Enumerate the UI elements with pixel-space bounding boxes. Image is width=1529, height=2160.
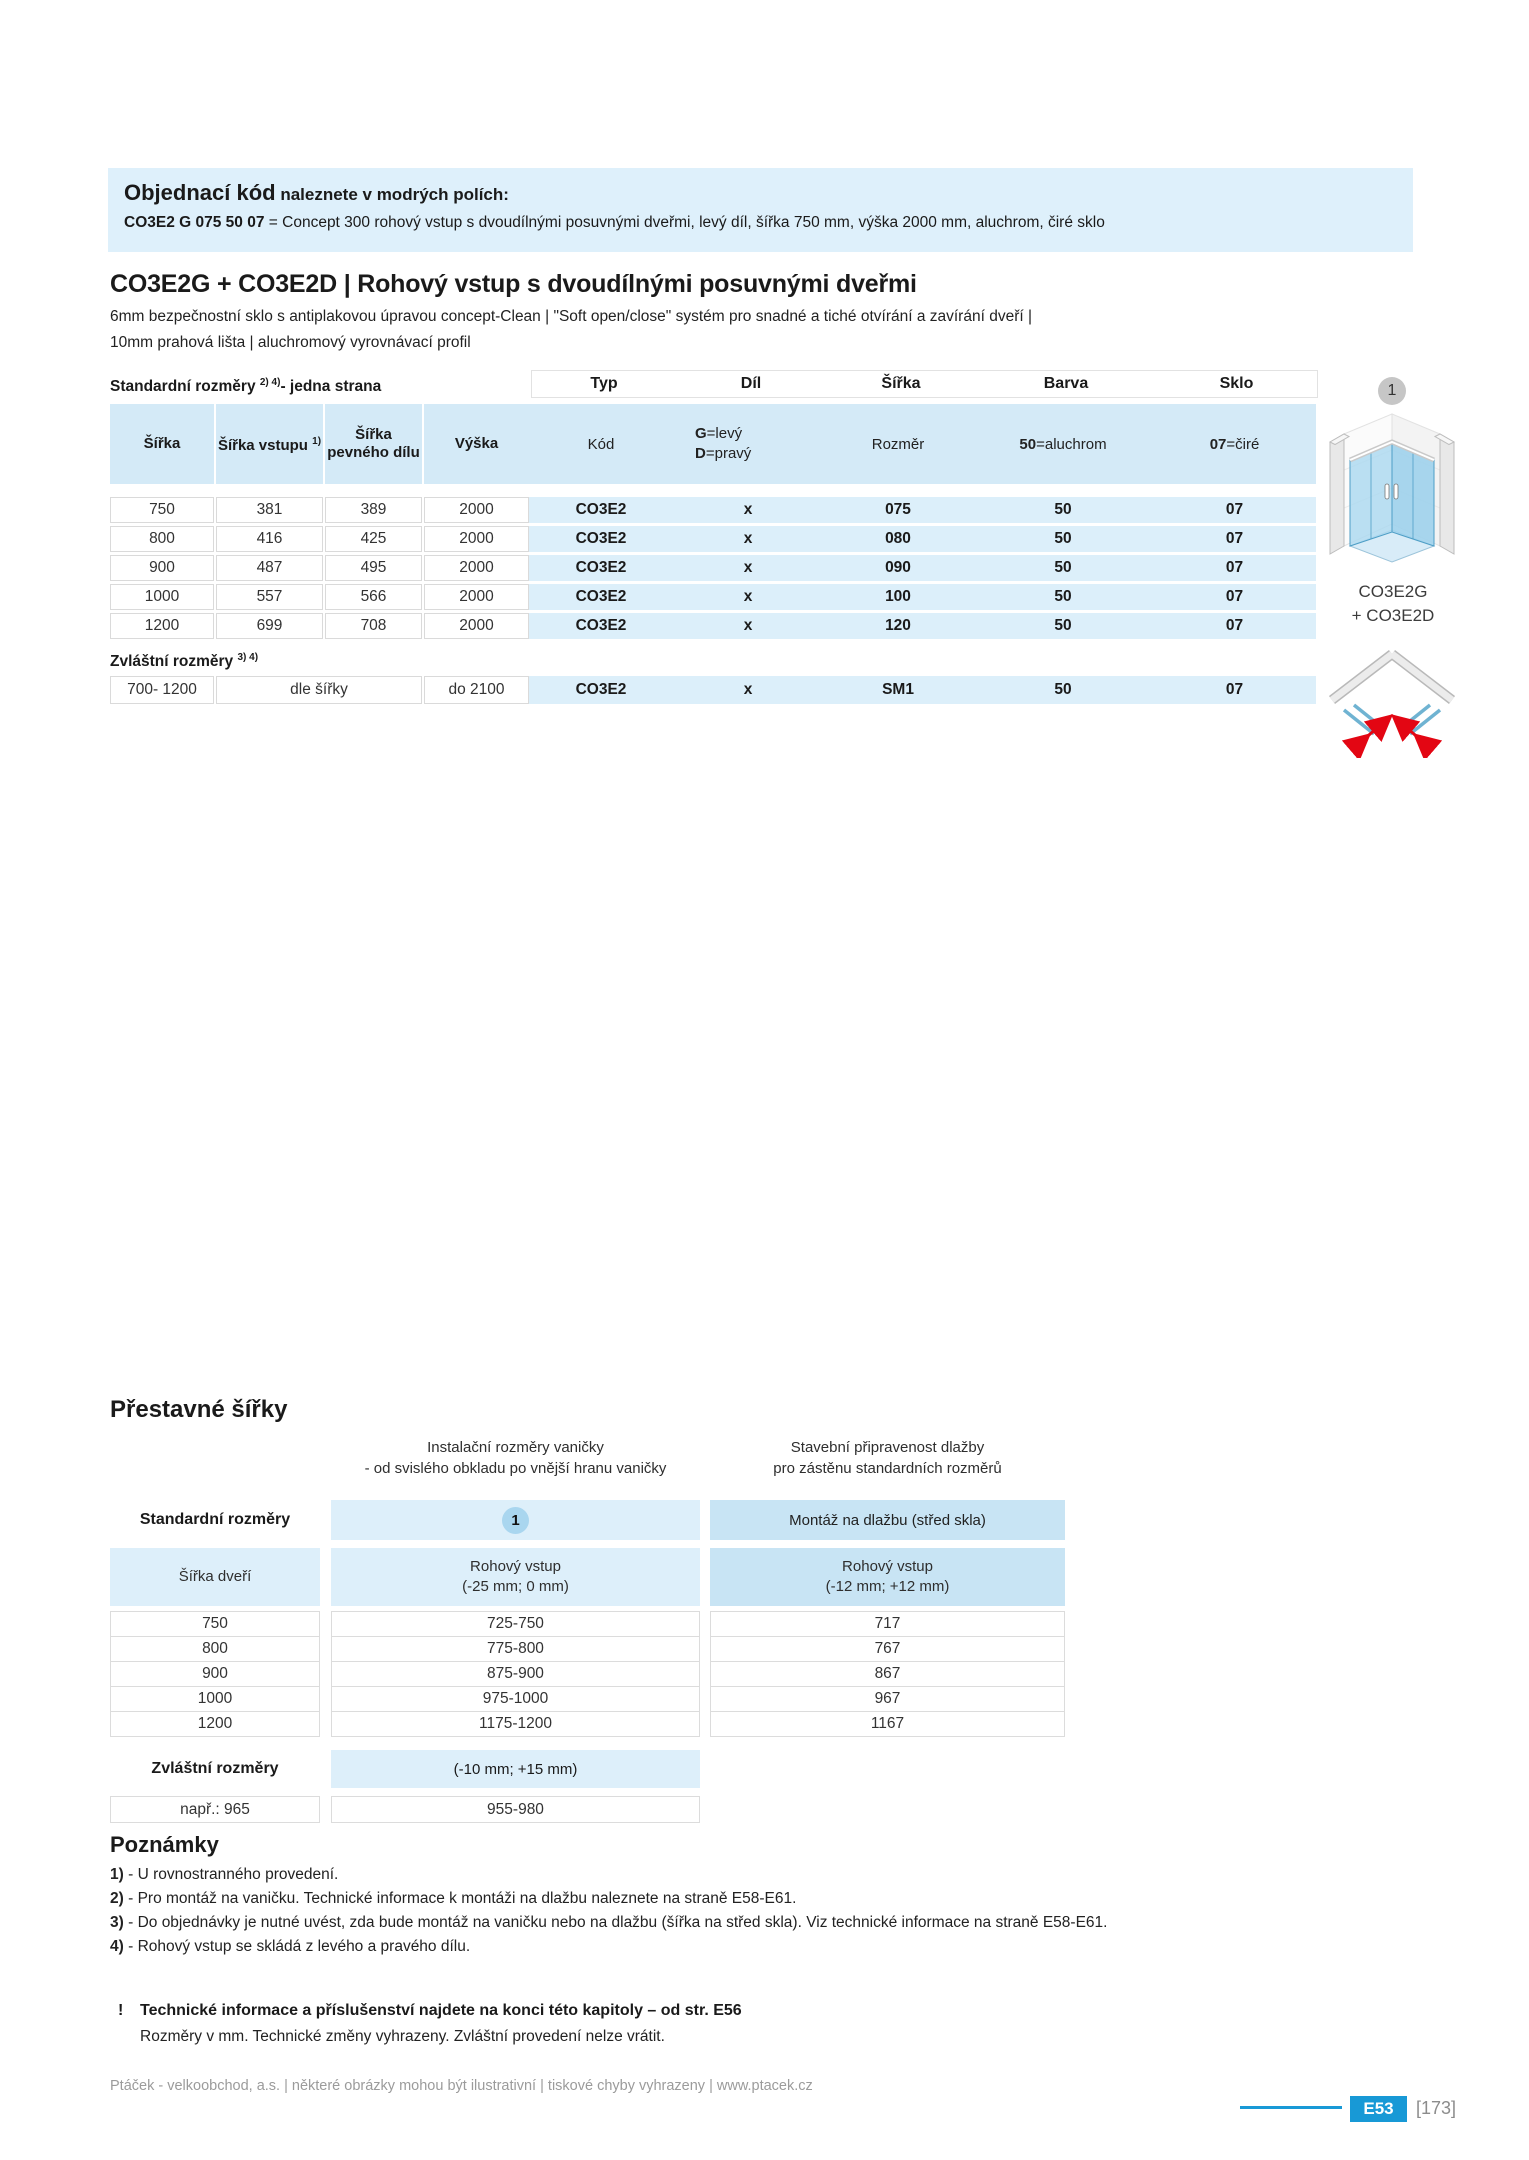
cell-vyska: 2000: [424, 555, 529, 581]
cell-door-width: 1200: [110, 1711, 320, 1737]
cell-pevny: 425: [325, 526, 422, 552]
standard-sizes-label-text: Standardní rozměry: [110, 378, 260, 396]
cell-rozmer: 120: [885, 617, 911, 634]
technical-info-warning-text: Technické informace a příslušenství najdete na konci této kapitoly – od str. E56: [140, 2002, 742, 2019]
footer-accent-rule: [1240, 2106, 1342, 2109]
subheader-sklo: [1153, 404, 1316, 484]
corner-entry-topview-icon: [1322, 646, 1462, 763]
cell-vyska: 2000: [424, 526, 529, 552]
column-header-sklo: Sklo: [1219, 375, 1254, 392]
cell-kod: CO3E2: [575, 588, 627, 605]
exclamation-icon: !: [118, 2002, 124, 2019]
order-code-value: CO3E2 G 075 50 07: [124, 214, 265, 231]
cell-kod: CO3E2: [575, 501, 627, 518]
order-box-title-sub: naleznete v modrých polích:: [275, 185, 509, 204]
adjustable-widths-heading: Přestavné šířky: [110, 1396, 288, 1423]
subheader-barva-text: [1019, 436, 1106, 453]
pw-header-tray-line2: (-25 mm; 0 mm): [462, 1578, 569, 1595]
subheader-sirka-vstupu-text: [218, 433, 321, 455]
table-row: [110, 1711, 1065, 1737]
cell-dil: x: [743, 530, 753, 547]
column-header-typ: Typ: [590, 375, 618, 392]
cell-barva: 50: [1054, 617, 1072, 634]
subheader-dil: [673, 404, 823, 484]
column-header-barva: Barva: [1043, 375, 1089, 392]
cell-dil: x: [743, 617, 753, 634]
cell-sklo: 07: [1225, 681, 1244, 698]
cell-barva: 50: [1054, 588, 1072, 605]
tray-caption-line2: - od svislého obkladu po vnější hranu vaničky: [364, 1460, 667, 1477]
order-box-title-main: Objednací kód: [124, 180, 276, 205]
subheader-sirka-pevneho: Šířka pevného dílu: [325, 404, 422, 484]
note-3-text: - Do objednávky je nutné uvést, zda bude montáž na vaničku nebo na dlažbu (šířka na střed skla). Viz technické informace na straně E58-E61.: [123, 1914, 1108, 1931]
note-4-num: 4): [110, 1938, 124, 1955]
figure-number-badge: 1: [502, 1507, 529, 1534]
standard-sizes-label-sup: 2) 4): [259, 377, 281, 388]
cell-door-width: 800: [110, 1636, 320, 1662]
cell-dil: x: [743, 588, 753, 605]
page-code-badge: E53: [1350, 2096, 1407, 2122]
note-2-text: - Pro montáž na vaničku. Technické informace k montáži na dlažbu naleznete na straně E58-E61.: [123, 1890, 797, 1907]
tile-caption-line2: pro zástěnu standardních rozměrů: [773, 1460, 1002, 1477]
cell-tile-value: 1167: [710, 1711, 1065, 1737]
pw-header-door-width: Šířka dveří: [110, 1548, 320, 1606]
pw-header-tile-line2: (-12 mm; +12 mm): [825, 1578, 950, 1595]
footer-text: Ptáček - velkoobchod, a.s. | některé obrázky mohou být ilustrativní | tiskové chyby vyhrazeny | www.ptacek.cz: [110, 2078, 813, 2094]
pw-standard-label: Standardní rozměry: [139, 1511, 291, 1528]
cell-order-group: [529, 584, 1316, 610]
cell-order-group: [529, 613, 1316, 639]
technical-info-warning: [118, 2002, 742, 2020]
note-4: [110, 1938, 470, 1956]
special-sizes-label: [110, 652, 258, 671]
subheader-dil-text: [695, 424, 751, 464]
note-2: [110, 1890, 796, 1908]
main-table-body: [110, 497, 1316, 642]
tray-column-caption: [331, 1437, 700, 1479]
cell-sirka: 750: [110, 497, 214, 523]
standard-sizes-label-suffix: - jedna strana: [280, 378, 382, 396]
table-row: [110, 1686, 1065, 1712]
note-3-num: 3): [110, 1914, 124, 1931]
column-header-dil: Díl: [740, 375, 762, 392]
cell-kod: CO3E2: [575, 530, 627, 547]
subheader-vyska: Výška: [424, 404, 529, 484]
cell-barva: 50: [1054, 681, 1072, 698]
pw-special-pill: (-10 mm; +15 mm): [331, 1750, 700, 1788]
notes-heading: Poznámky: [110, 1832, 219, 1857]
cell-tray-range: 875-900: [331, 1661, 700, 1687]
cell-pevny: 566: [325, 584, 422, 610]
cell-order-group: [529, 555, 1316, 581]
table-row: [110, 1611, 1065, 1637]
pw-special-label: Zvláštní rozměry: [151, 1760, 279, 1777]
cell-kod: CO3E2: [575, 559, 627, 576]
subheader-sirka-vstupu-sup: 1): [312, 436, 322, 447]
table-row: [110, 497, 1316, 523]
cell-dil: x: [743, 559, 753, 576]
cell-pevny: 708: [325, 613, 422, 639]
special-sizes-label-sup: 3) 4): [237, 652, 259, 663]
cell-tile-value: 867: [710, 1661, 1065, 1687]
sklo-num: 07: [1209, 435, 1227, 453]
cell-vstup: 416: [216, 526, 323, 552]
special-size-row: [110, 676, 1316, 707]
cell-dil: x: [743, 501, 753, 518]
cell-rozmer: 075: [885, 501, 911, 518]
cell-sirka: 1000: [110, 584, 214, 610]
subheader-rozmer: Rozměr: [823, 404, 973, 484]
cell-door-width: 750: [110, 1611, 320, 1637]
cell-sklo: 07: [1225, 588, 1244, 605]
dil-g-eq: =levý: [706, 425, 743, 442]
subheader-sirka-vstupu-label: Šířka vstupu: [217, 437, 313, 454]
cell-door-width: 900: [110, 1661, 320, 1687]
cell-vstup-pevny: dle šířky: [216, 676, 422, 704]
subheader-sirka: Šířka: [110, 404, 214, 484]
cell-sirka: 900: [110, 555, 214, 581]
dimensions-disclaimer: Rozměry v mm. Technické změny vyhrazeny. Zvláštní provedení nelze vrátit.: [140, 2028, 665, 2045]
order-code-description: = Concept 300 rohový vstup s dvoudílnými posuvnými dveřmi, levý díl, šířka 750 mm, výška 2000 mm, aluchrom, čiré sklo: [264, 214, 1105, 231]
cell-sirka: 700- 1200: [110, 676, 214, 704]
cell-tray-range: 775-800: [331, 1636, 700, 1662]
cell-door-width: 1000: [110, 1686, 320, 1712]
cell-tile-value: 717: [710, 1611, 1065, 1637]
main-table-sub-header: [110, 404, 1316, 484]
pw-badge-pill: [331, 1500, 700, 1540]
cell-sirka: 800: [110, 526, 214, 552]
dil-d: D: [695, 445, 706, 462]
table-row: [110, 1636, 1065, 1662]
subheader-barva: [973, 404, 1153, 484]
pw-header-tile: [710, 1548, 1065, 1606]
column-header-sirka: Šířka: [881, 375, 921, 392]
table-row: [110, 526, 1316, 552]
dil-g: G: [695, 425, 707, 442]
pw-header-tile-line1: Rohový vstup: [842, 1558, 933, 1575]
pw-table-body: [110, 1612, 1065, 1737]
cell-tray-range: 1175-1200: [331, 1711, 700, 1737]
cell-order-group: [529, 676, 1316, 704]
table-row: [110, 584, 1316, 610]
dil-d-eq: =pravý: [705, 445, 752, 462]
tile-column-caption: [710, 1437, 1065, 1479]
cell-tray-range: 975-1000: [331, 1686, 700, 1712]
cell-tile-value: 767: [710, 1636, 1065, 1662]
cell-pevny: 389: [325, 497, 422, 523]
cell-tile-value: 967: [710, 1686, 1065, 1712]
tile-caption-line1: Stavební připravenost dlažby: [790, 1439, 985, 1456]
order-code-example: [124, 214, 1105, 232]
main-table-top-header: [531, 370, 1318, 398]
subheader-sklo-text: [1210, 436, 1260, 453]
cell-barva: 50: [1054, 559, 1072, 576]
cell-vyska: 2000: [424, 584, 529, 610]
note-2-num: 2): [110, 1890, 124, 1907]
subheader-sirka-vstupu: [216, 404, 323, 484]
page-title: CO3E2G + CO3E2D | Rohový vstup s dvoudílnými posuvnými dveřmi: [110, 270, 917, 298]
cell-rozmer: 090: [885, 559, 911, 576]
note-1: [110, 1866, 338, 1884]
note-3: [110, 1914, 1107, 1932]
product-description-line2: 10mm prahová lišta | aluchromový vyrovnávací profil: [110, 334, 471, 351]
cell-barva: 50: [1054, 530, 1072, 547]
cell-tray-range: 725-750: [331, 1611, 700, 1637]
product-description-line1: 6mm bezpečnostní sklo s antiplakovou úpravou concept-Clean | "Soft open/close" systém pro snadné a tiché otvírání a zavírání dveří |: [110, 308, 1032, 325]
cell-kod: CO3E2: [575, 617, 627, 634]
note-1-text: - U rovnostranného provedení.: [123, 1866, 339, 1883]
pw-header-tray-text: [462, 1557, 569, 1597]
cell-sklo: 07: [1225, 501, 1244, 518]
cell-rozmer: 080: [885, 530, 911, 547]
cell-kod: CO3E2: [575, 681, 627, 698]
cell-vyska: 2000: [424, 613, 529, 639]
cell-vstup: 557: [216, 584, 323, 610]
cell-sklo: 07: [1225, 559, 1244, 576]
illustration-caption-line1: CO3E2G: [1358, 582, 1428, 601]
cell-dil: x: [743, 681, 753, 698]
table-row: [110, 555, 1316, 581]
cell-order-group: [529, 526, 1316, 552]
barva-num: 50: [1019, 435, 1037, 453]
pw-header-tray: [331, 1548, 700, 1606]
order-box-title: [124, 180, 509, 206]
tray-caption-line1: Instalační rozměry vaničky: [427, 1439, 604, 1456]
figure-number-badge: 1: [1378, 377, 1406, 405]
cell-vyska: do 2100: [424, 676, 529, 704]
cell-sirka: 1200: [110, 613, 214, 639]
cell-rozmer: SM1: [882, 681, 914, 698]
cell-rozmer: 100: [885, 588, 911, 605]
pw-tile-mount-pill: Montáž na dlažbu (střed skla): [710, 1500, 1065, 1540]
cell-vyska: 2000: [424, 497, 529, 523]
sklo-eq: =čiré: [1226, 435, 1260, 453]
table-row: [110, 676, 1316, 704]
cell-sklo: 07: [1225, 530, 1244, 547]
pw-example-label: např.: 965: [110, 1796, 320, 1823]
pw-header-tray-line1: Rohový vstup: [470, 1558, 561, 1575]
standard-sizes-label: [110, 377, 381, 396]
page-number: [173]: [1416, 2098, 1457, 2118]
shower-enclosure-3d-icon: [1322, 404, 1462, 579]
pw-header-tile-text: [826, 1557, 950, 1597]
table-row: [110, 613, 1316, 639]
illustration-caption: [1318, 580, 1468, 628]
cell-vstup: 381: [216, 497, 323, 523]
barva-eq: =aluchrom: [1036, 435, 1107, 453]
cell-barva: 50: [1054, 501, 1072, 518]
cell-vstup: 487: [216, 555, 323, 581]
note-1-num: 1): [110, 1866, 124, 1883]
pw-example-value: 955-980: [331, 1796, 700, 1823]
cell-order-group: [529, 497, 1316, 523]
cell-pevny: 495: [325, 555, 422, 581]
special-sizes-label-text: Zvláštní rozměry: [110, 653, 238, 671]
cell-sklo: 07: [1225, 617, 1244, 634]
subheader-kod: Kód: [529, 404, 673, 484]
illustration-caption-line2: + CO3E2D: [1351, 606, 1435, 625]
table-row: [110, 1661, 1065, 1687]
note-4-text: - Rohový vstup se skládá z levého a pravého dílu.: [123, 1938, 471, 1955]
cell-vstup: 699: [216, 613, 323, 639]
